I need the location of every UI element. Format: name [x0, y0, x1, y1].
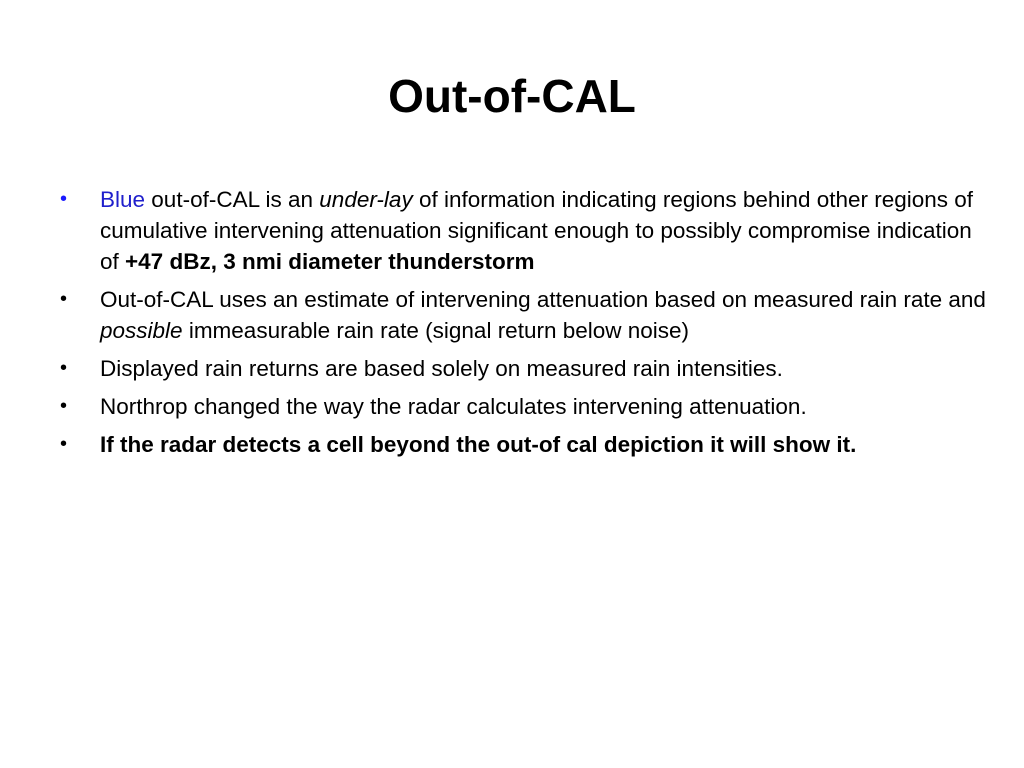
bullet-text: out-of-CAL is an	[145, 187, 320, 212]
bullet-dot-icon: •	[60, 357, 68, 379]
bullet-item	[60, 391, 990, 422]
bullet-dot-icon: •	[60, 188, 68, 210]
bullet-list	[60, 184, 990, 467]
bullet-dot-icon: •	[60, 433, 68, 455]
italic-text: under-lay	[319, 187, 413, 212]
bullet-text: Displayed rain returns are based solely on measured rain intensities.	[100, 356, 783, 381]
bullet-item	[60, 353, 990, 384]
slide-title: Out-of-CAL	[388, 70, 636, 122]
italic-text: possible	[100, 318, 183, 343]
bullet-dot-icon: •	[60, 395, 68, 417]
bold-text: If the radar detects a cell beyond the out-of cal depiction it will show it.	[100, 432, 857, 457]
bullet-text: Northrop changed the way the radar calculates intervening attenuation.	[100, 394, 807, 419]
bullet-text: Out-of-CAL uses an estimate of intervening attenuation based on measured rain rate and	[100, 287, 986, 312]
bold-text: +47 dBz, 3 nmi diameter thunderstorm	[125, 249, 535, 274]
bullet-text: immeasurable rain rate (signal return below noise)	[182, 318, 690, 343]
bullet-text: of information indicating regions behind other regions of cumulative intervening attenuation significant enough to possibly compromise indication of	[100, 187, 974, 274]
bullet-item	[60, 284, 990, 346]
blue-word: Blue	[100, 187, 146, 212]
bullet-item	[60, 184, 990, 277]
bullet-item	[60, 429, 990, 460]
bullet-dot-icon: •	[60, 288, 68, 310]
